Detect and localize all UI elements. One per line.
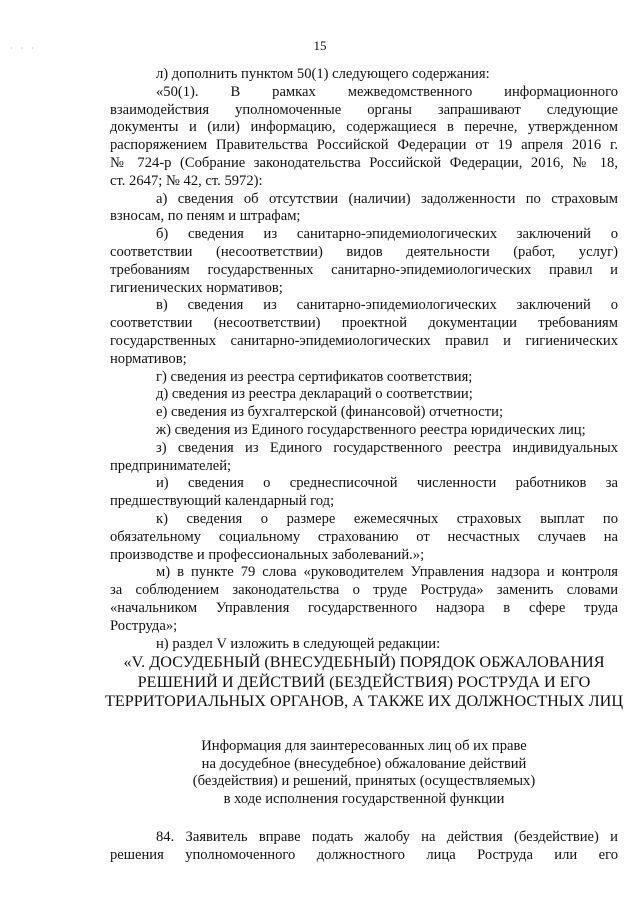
text-line: н) раздел V изложить в следующей редакции: [156, 635, 441, 652]
text-line: д) сведения из реестра деклараций о соответствии; [156, 386, 473, 403]
text-line: к) сведения о размере ежемесячных страховых выплат по [156, 510, 618, 527]
text-line: Роструда»; [110, 617, 178, 634]
text-line: распоряжением Правительства Российской Федерации от 19 апреля 2016 г. [110, 137, 618, 154]
subheading-line: на досудебное (внесудебное) обжалование действий [201, 755, 527, 772]
text-line: соответствии (несоответствии) проектной документации требованиям [110, 315, 618, 332]
text-line: производстве и профессиональных заболеваний.»; [110, 546, 425, 563]
text-line: ж) сведения из Единого государственного реестра юридических лиц; [156, 421, 586, 438]
text-line: в) сведения из санитарно-эпидемиологических заключений о [156, 297, 618, 314]
text-line: предшествующий календарный год; [110, 493, 335, 510]
text-line: гигиенических нормативов; [110, 279, 283, 296]
subheading-line: (бездействия) и решений, принятых (осуществляемых) [192, 773, 536, 790]
text-line: з) сведения из Единого государственного реестра индивидуальных [156, 439, 618, 456]
page-number: 15 [313, 38, 327, 53]
text-line: л) дополнить пунктом 50(1) следующего содержания: [156, 66, 490, 82]
text-line: е) сведения из бухгалтерской (финансовой) отчетности; [156, 404, 504, 421]
section-heading-line: РЕШЕНИЙ И ДЕЙСТВИЙ (БЕЗДЕЙСТВИЯ) РОСТРУДА И ЕГО [137, 672, 591, 691]
text-line: обязательному социальному страхованию от несчастных случаев на [110, 528, 618, 545]
text-line: решения уполномоченного должностного лица Роструда или его [110, 846, 618, 863]
scan-margin-marks: · · · [10, 44, 37, 53]
text-line: «50(1). В рамках межведомственного информационного [156, 83, 618, 100]
text-line: ст. 2647; № 42, ст. 5972): [110, 172, 263, 189]
text-line: требованиям государственных санитарно-эпидемиологических правил и [110, 261, 618, 278]
text-line: взаимодействия уполномоченные органы запрашивают следующие [110, 101, 618, 118]
subheading-line: Информация для заинтересованных лиц об их праве [201, 737, 527, 754]
text-line: б) сведения из санитарно-эпидемиологических заключений о [156, 226, 618, 243]
text-line: а) сведения об отсутствии (наличии) задолженности по страховым [156, 190, 618, 207]
text-line: 84. Заявитель вправе подать жалобу на действия (бездействие) и [156, 828, 618, 845]
text-line: «начальником Управления государственного надзора в сфере труда [110, 599, 618, 616]
text-line: государственных санитарно-эпидемиологических правил и гигиенических [110, 332, 618, 349]
text-line: за соблюдением законодательства о труде Роструда» заменить словами [110, 582, 618, 599]
text-line: соответствии (несоответствии) видов деятельности (работ, услуг) [110, 243, 618, 260]
document-body [104, 66, 624, 865]
text-line: предпринимателей; [110, 457, 232, 474]
text-line: взносам, по пеням и штрафам; [110, 208, 301, 225]
text-line: г) сведения из реестра сертификатов соответствия; [156, 368, 473, 385]
text-line: № 724-р (Собрание законодательства Российской Федерации, 2016, № 18, [110, 154, 618, 171]
section-heading-line: ТЕРРИТОРИАЛЬНЫХ ОРГАНОВ, А ТАКЖЕ ИХ ДОЛЖНОСТНЫХ ЛИЦ [104, 692, 624, 711]
text-line: м) в пункте 79 слова «руководителем Управления надзора и контроля [156, 564, 618, 581]
section-heading-line: «V. ДОСУДЕБНЫЙ (ВНЕСУДЕБНЫЙ) ПОРЯДОК ОБЖАЛОВАНИЯ [123, 653, 605, 672]
subheading-line: в ходе исполнения государственной функции [223, 791, 505, 808]
text-line: и) сведения о среднесписочной численности работников за [156, 475, 618, 492]
text-line: нормативов; [110, 350, 187, 367]
text-line: документы и (или) информацию, содержащиеся в перечне, утвержденном [110, 119, 618, 136]
